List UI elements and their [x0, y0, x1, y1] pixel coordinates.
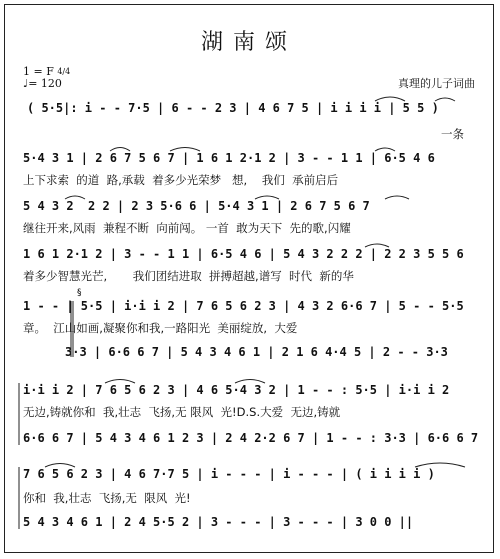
score-decoration: [5, 5, 495, 554]
notation-row-8: 6·6 6 7 | 5 4 3 4 6 1 2 3 | 2 4 2·2 6 7 | 1 - - : 3·3 | 6·6 6 7: [23, 431, 479, 445]
notation-row-9: 7 6 5 6 2 3 | 4 6 7·7 5 | i - - - | i - - - | ( i i i i ): [23, 467, 435, 481]
lyrics-row-3: 继往开来,风雨 兼程不断 向前闯。 一首 敢为天下 先的歌,闪耀: [23, 221, 351, 235]
notation-row-7: i·i i 2 | 7 6 5 6 2 3 | 4 6 5·4 3 2 | 1 - - : 5·5 | i·i i 2: [23, 383, 450, 397]
notation-row-10: 5 4 3 4 6 1 | 2 4 5·5 2 | 3 - - - | 3 - - - | 3 0 0 ||: [23, 515, 414, 529]
score-frame: [4, 4, 494, 553]
svg-text:§: §: [77, 288, 82, 298]
notation-row-5: 1 - - | 5·5 | i·i i 2 | 7 6 5 6 2 3 | 4 3 2 6·6 7 | 5 - - 5·5: [23, 299, 464, 313]
lyrics-row-7: 无边,铸就你和 我,壮志 飞扬,无 限风 光!D.S.大爱 无边,铸就: [23, 405, 341, 419]
lyrics-row-9: 你和 我,壮志 飞扬,无 限风 光!: [23, 491, 191, 505]
key-signature: 1 = F $^{4/4}$: [23, 65, 71, 78]
notation-row-1: ( 5·5|: i - - 7·5 | 6 - - 2 3 | 4 6 7 5 | i i i i | 5 5 ): [27, 101, 439, 115]
notation-row-6: 3·3 | 6·6 6 7 | 5 4 3 4 6 1 | 2 1 6 4·4 5 | 2 - - 3·3: [65, 345, 448, 359]
lyrics-row-4: 着多少智慧光芒, 我们团结进取 拼搏超越,谱写 时代 新的华: [23, 269, 354, 283]
lyrics-row-1: 一条: [441, 127, 464, 141]
notation-row-2: 5·4 3 1 | 2 6 7 5 6 7 | 1 6 1 2·1 2 | 3 - - 1 1 | 6·5 4 6: [23, 151, 435, 165]
time-signature: 4/4: [57, 67, 71, 76]
tempo-marking: ♩= 120: [23, 77, 62, 90]
lyrics-row-5: 章。 江山如画,凝聚你和我,一路阳光 美丽绽放, 大爱: [23, 321, 298, 335]
credit-line: 真理的儿子词曲: [398, 77, 475, 90]
lyrics-row-2: 上下求索 的道 路,承载 着多少光荣梦 想, 我们 承前启后: [23, 173, 339, 187]
notation-row-4: 1 6 1 2·1 2 | 3 - - 1 1 | 6·5 4 6 | 5 4 3 2 2 2 | 2 2 3 5 5 6: [23, 247, 464, 261]
score-title: 湖南颂: [200, 30, 297, 55]
notation-row-3: 5 4 3 2 2 2 | 2 3 5·6 6 | 5·4 3 1 | 2 6 7 5 6 7: [23, 199, 370, 213]
